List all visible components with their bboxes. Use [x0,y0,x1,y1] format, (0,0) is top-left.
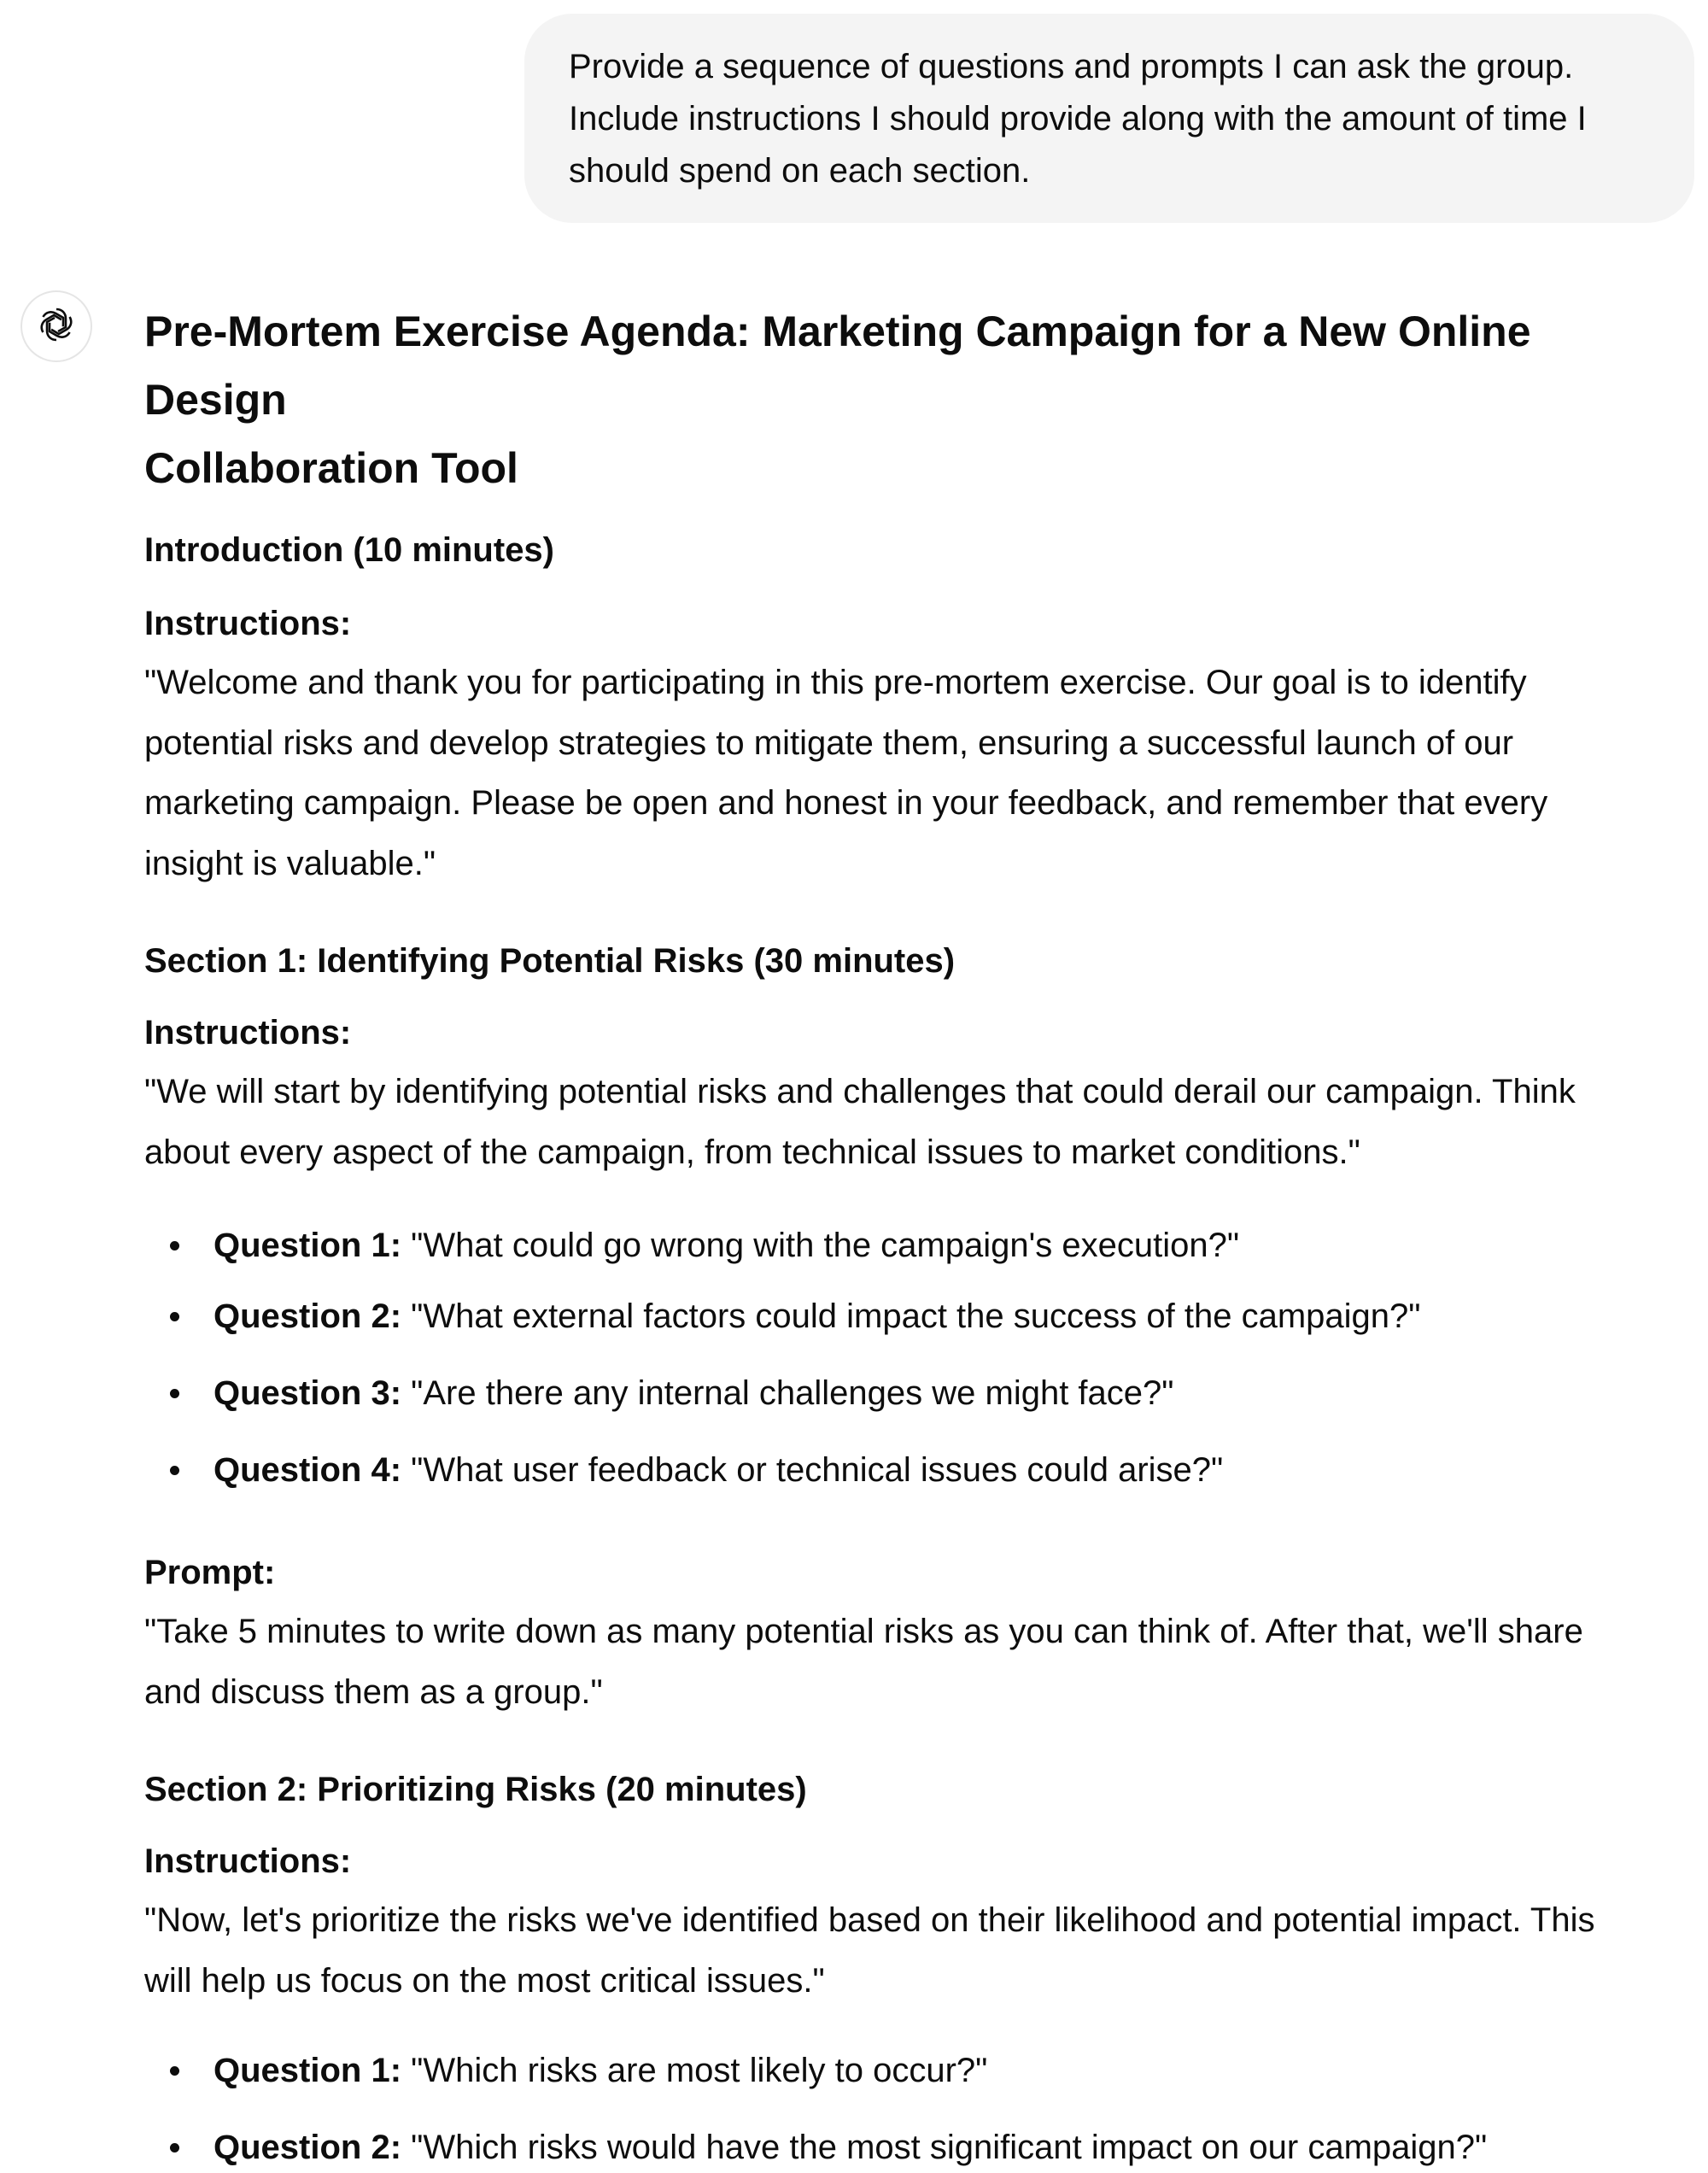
openai-logo-icon [36,304,77,349]
question-text: "What could go wrong with the campaign's execution?" [401,1227,1240,1264]
section-1-heading: Section 1: Identifying Potential Risks (30 minutes) [144,942,956,980]
assistant-avatar [20,290,92,362]
section-2 [144,1764,1682,2173]
section-1-question-list [144,1220,1682,1496]
question-label: Question 4: [214,1451,402,1489]
question-label: Question 1: [214,1227,402,1264]
section-2-heading: Section 2: Prioritizing Risks (20 minutes) [144,1771,807,1808]
bullet-icon [170,1312,179,1321]
list-item [144,1291,1682,1342]
user-message-line: should spend on each section. [569,152,1031,190]
paragraph-line: "Now, let's prioritize the risks we've identified based on their likelihood and potential impact. This [144,1901,1595,1939]
question-text: "What external factors could impact the success of the campaign?" [401,1297,1421,1335]
user-message-line: Provide a sequence of questions and prompts I can ask the group. [569,48,1574,85]
question-text: "Which risks would have the most significant impact on our campaign?" [401,2129,1488,2166]
assistant-response [144,297,1682,2173]
question-label: Question 2: [214,2129,402,2166]
user-message-bubble [524,14,1694,223]
intro-heading: Introduction (10 minutes) [144,531,554,569]
response-title [144,297,1682,502]
intro-section [144,524,1682,893]
section-2-instructions-text [144,1890,1682,2011]
paragraph-line: will help us focus on the most critical issues." [144,1961,825,2000]
bullet-icon [170,1241,179,1250]
list-item [144,1368,1682,1419]
list-item [144,2045,1682,2096]
user-message-line: Include instructions I should provide along with the amount of time I [569,100,1587,138]
bullet-icon [170,1466,179,1475]
paragraph-line: "We will start by identifying potential risks and challenges that could derail our campaign. Think [144,1073,1576,1110]
response-title-line: Collaboration Tool [144,444,518,492]
list-item [144,1220,1682,1271]
paragraph-line: "Welcome and thank you for participating in this pre-mortem exercise. Our goal is to identify [144,664,1527,701]
intro-instructions-label: Instructions: [144,605,352,642]
section-1 [144,935,1682,1722]
question-text: "Which risks are most likely to occur?" [401,2052,988,2089]
bullet-icon [170,1389,179,1398]
paragraph-line: marketing campaign. Please be open and honest in your feedback, and remember that every [144,784,1548,822]
question-label: Question 2: [214,1297,402,1335]
paragraph-line: potential risks and develop strategies to mitigate them, ensuring a successful launch of our [144,723,1514,762]
question-text: "What user feedback or technical issues could arise?" [401,1451,1224,1489]
paragraph-line: "Take 5 minutes to write down as many potential risks as you can think of. After that, we'll share [144,1613,1583,1650]
paragraph-line: insight is valuable." [144,844,436,882]
section-1-prompt-text [144,1602,1682,1722]
section-1-instructions-text [144,1062,1682,1182]
paragraph-line: and discuss them as a group." [144,1672,603,1711]
bullet-icon [170,2066,179,2076]
intro-instructions-text [144,653,1682,893]
question-label: Question 1: [214,2052,402,2089]
section-2-question-list [144,2045,1682,2173]
question-text: "Are there any internal challenges we might face?" [401,1374,1174,1412]
list-item [144,1444,1682,1496]
section-1-prompt-label: Prompt: [144,1554,276,1591]
response-title-line: Pre-Mortem Exercise Agenda: Marketing Campaign for a New Online Design [144,308,1531,424]
paragraph-line: about every aspect of the campaign, from technical issues to market conditions." [144,1133,1360,1171]
list-item [144,2122,1682,2173]
section-2-instructions-label: Instructions: [144,1842,352,1880]
question-label: Question 3: [214,1374,402,1412]
bullet-icon [170,2143,179,2152]
section-1-instructions-label: Instructions: [144,1014,352,1051]
